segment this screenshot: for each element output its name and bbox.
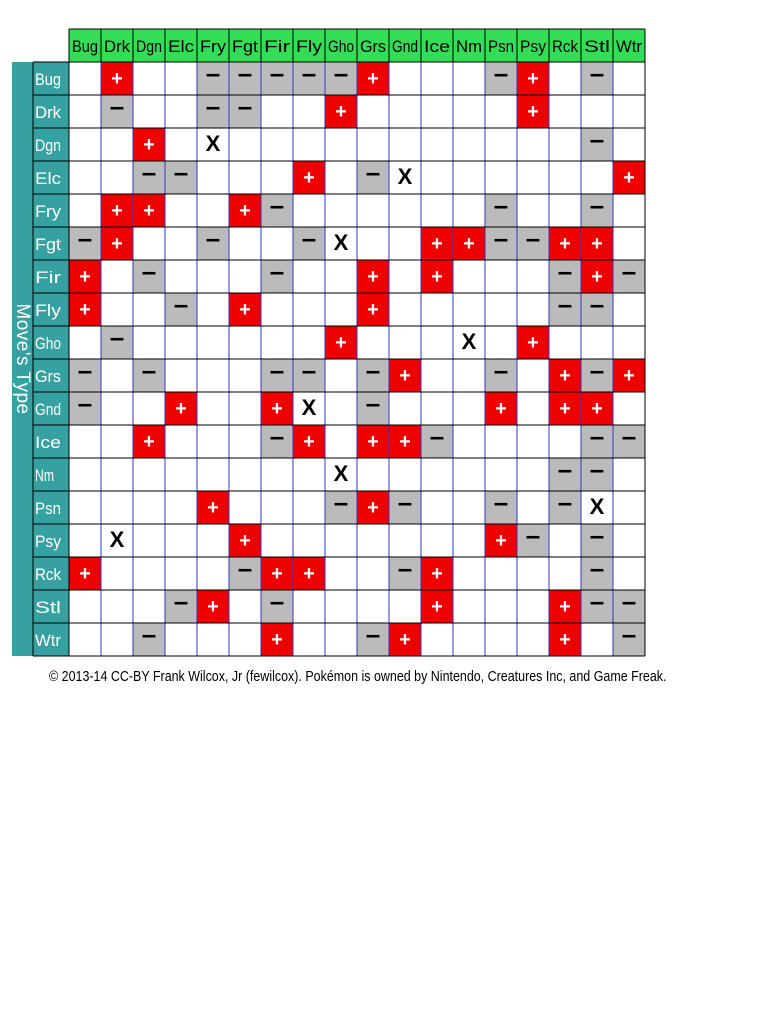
- cell-mark-fry-psn: –: [493, 190, 509, 220]
- cell-mark-stl-ice: +: [431, 596, 443, 618]
- cell-mark-rck-fly: +: [303, 563, 315, 585]
- moves-type-axis-label: Move's Type: [12, 303, 33, 415]
- cell-mark-rck-gnd: –: [397, 553, 413, 583]
- cell-mark-fgt-rck: +: [559, 233, 571, 255]
- cell-mark-gnd-grs: –: [365, 388, 381, 418]
- cell-mark-fgt-psy: –: [525, 223, 541, 253]
- cell-mark-gnd-stl: +: [591, 398, 603, 420]
- cell-mark-gnd-fly: X: [301, 395, 317, 420]
- cell-mark-psn-rck: –: [557, 487, 573, 517]
- cell-mark-rck-fir: +: [271, 563, 283, 585]
- cell-mark-bug-stl: –: [589, 58, 605, 88]
- cell-mark-fly-grs: +: [367, 299, 379, 321]
- cell-mark-wtr-dgn: –: [141, 619, 157, 649]
- column-header-psy: Psy: [520, 37, 547, 56]
- cell-mark-grs-psn: –: [493, 355, 509, 385]
- cell-mark-fgt-fry: –: [205, 223, 221, 253]
- column-header-rck: Rck: [552, 37, 579, 56]
- cell-mark-fgt-drk: +: [111, 233, 123, 255]
- column-header-fir: Fir: [264, 37, 291, 56]
- row-header-rck: Rck: [35, 565, 62, 584]
- cell-mark-bug-fry: –: [205, 58, 221, 88]
- cell-mark-stl-stl: –: [589, 586, 605, 616]
- cell-mark-nm-stl: –: [589, 454, 605, 484]
- cell-mark-elc-fly: +: [303, 167, 315, 189]
- cell-mark-gnd-psn: +: [495, 398, 507, 420]
- cell-mark-ice-dgn: +: [143, 431, 155, 453]
- cell-mark-ice-stl: –: [589, 421, 605, 451]
- cell-mark-elc-elc: –: [173, 157, 189, 187]
- cell-mark-drk-drk: –: [109, 91, 125, 121]
- cell-mark-bug-fgt: –: [237, 58, 253, 88]
- cell-mark-stl-elc: –: [173, 586, 189, 616]
- cell-mark-psy-stl: –: [589, 520, 605, 550]
- cell-mark-wtr-fir: +: [271, 629, 283, 651]
- cell-mark-elc-grs: –: [365, 157, 381, 187]
- cell-mark-ice-ice: –: [429, 421, 445, 451]
- cell-mark-bug-psy: +: [527, 68, 539, 90]
- row-header-psy: Psy: [35, 532, 62, 551]
- cell-mark-gho-psy: +: [527, 332, 539, 354]
- row-header-gho: Gho: [35, 334, 61, 353]
- cell-mark-psn-grs: +: [367, 497, 379, 519]
- cell-mark-fir-wtr: –: [621, 256, 637, 286]
- cell-mark-grs-dgn: –: [141, 355, 157, 385]
- cell-mark-psy-psy: –: [525, 520, 541, 550]
- cell-mark-wtr-gnd: +: [399, 629, 411, 651]
- cell-mark-gho-drk: –: [109, 322, 125, 352]
- cell-mark-elc-gnd: X: [397, 164, 413, 189]
- cell-mark-bug-psn: –: [493, 58, 509, 88]
- cell-mark-grs-grs: –: [365, 355, 381, 385]
- cell-mark-fir-rck: –: [557, 256, 573, 286]
- column-header-nm: Nm: [456, 37, 482, 56]
- cell-mark-fgt-psn: –: [493, 223, 509, 253]
- cell-mark-fly-fgt: +: [239, 299, 251, 321]
- row-header-bug: Bug: [35, 70, 61, 89]
- cell-mark-fgt-ice: +: [431, 233, 443, 255]
- cell-mark-fry-stl: –: [589, 190, 605, 220]
- cell-mark-gho-gho: +: [335, 332, 347, 354]
- cell-mark-fir-bug: +: [79, 266, 91, 288]
- cell-mark-fgt-nm: +: [463, 233, 475, 255]
- cell-mark-grs-gnd: +: [399, 365, 411, 387]
- column-header-ice: Ice: [424, 37, 450, 56]
- cell-mark-fry-fgt: +: [239, 200, 251, 222]
- copyright-footer: © 2013-14 CC-BY Frank Wilcox, Jr (fewilcox). Pokémon is owned by Nintendo, Creatures Inc, and Game Freak.: [49, 669, 667, 685]
- cell-mark-rck-bug: +: [79, 563, 91, 585]
- cell-mark-stl-wtr: –: [621, 586, 637, 616]
- cell-mark-wtr-wtr: –: [621, 619, 637, 649]
- column-header-wtr: Wtr: [616, 37, 643, 56]
- cell-mark-rck-stl: –: [589, 553, 605, 583]
- cell-mark-psn-psn: –: [493, 487, 509, 517]
- column-header-stl: Stl: [584, 37, 610, 56]
- row-header-fly: Fly: [35, 301, 62, 320]
- cell-mark-elc-dgn: –: [141, 157, 157, 187]
- cell-mark-grs-wtr: +: [623, 365, 635, 387]
- row-header-grs: Grs: [35, 367, 61, 386]
- cell-mark-drk-fgt: –: [237, 91, 253, 121]
- cell-mark-ice-fly: +: [303, 431, 315, 453]
- column-header-gho: Gho: [328, 37, 354, 56]
- cell-mark-fly-elc: –: [173, 289, 189, 319]
- row-header-dgn: Dgn: [35, 136, 61, 155]
- cell-mark-psn-fry: +: [207, 497, 219, 519]
- column-header-dgn: Dgn: [136, 37, 162, 56]
- row-header-nm: Nm: [35, 466, 54, 485]
- cell-mark-fry-dgn: +: [143, 200, 155, 222]
- cell-mark-stl-fry: +: [207, 596, 219, 618]
- row-header-psn: Psn: [35, 499, 61, 518]
- cell-mark-dgn-fry: X: [205, 131, 221, 156]
- cell-mark-stl-fir: –: [269, 586, 285, 616]
- cell-mark-grs-stl: –: [589, 355, 605, 385]
- cell-mark-bug-fir: –: [269, 58, 285, 88]
- row-header-fir: Fir: [35, 268, 62, 287]
- column-header-fly: Fly: [296, 37, 323, 56]
- row-header-drk: Drk: [35, 103, 62, 122]
- cell-mark-fly-stl: –: [589, 289, 605, 319]
- cell-mark-psy-fgt: +: [239, 530, 251, 552]
- cell-mark-rck-fgt: –: [237, 553, 253, 583]
- cell-mark-fgt-stl: +: [591, 233, 603, 255]
- cell-mark-gnd-fir: +: [271, 398, 283, 420]
- cell-mark-nm-gho: X: [333, 461, 349, 486]
- cell-mark-gnd-bug: –: [77, 388, 93, 418]
- cell-mark-psy-psn: +: [495, 530, 507, 552]
- cell-mark-stl-rck: +: [559, 596, 571, 618]
- column-header-grs: Grs: [360, 37, 386, 56]
- column-header-fry: Fry: [200, 37, 227, 56]
- cell-mark-fgt-bug: –: [77, 223, 93, 253]
- column-header-gnd: Gnd: [392, 37, 418, 56]
- cell-mark-fry-drk: +: [111, 200, 123, 222]
- cell-mark-bug-gho: –: [333, 58, 349, 88]
- cell-mark-grs-fly: –: [301, 355, 317, 385]
- row-header-stl: Stl: [35, 598, 61, 617]
- column-header-bug: Bug: [72, 37, 98, 56]
- cell-mark-fir-stl: +: [591, 266, 603, 288]
- cell-mark-wtr-rck: +: [559, 629, 571, 651]
- cell-mark-ice-wtr: –: [621, 421, 637, 451]
- cell-mark-fir-dgn: –: [141, 256, 157, 286]
- cell-mark-grs-rck: +: [559, 365, 571, 387]
- row-header-fry: Fry: [35, 202, 62, 221]
- cell-mark-fir-ice: +: [431, 266, 443, 288]
- column-header-elc: Elc: [168, 37, 195, 56]
- cell-mark-wtr-grs: –: [365, 619, 381, 649]
- cell-mark-psn-gnd: –: [397, 487, 413, 517]
- cell-mark-bug-drk: +: [111, 68, 123, 90]
- cell-mark-grs-bug: –: [77, 355, 93, 385]
- cell-mark-fir-fir: –: [269, 256, 285, 286]
- cell-mark-fly-rck: –: [557, 289, 573, 319]
- cell-mark-drk-gho: +: [335, 101, 347, 123]
- cell-mark-drk-fry: –: [205, 91, 221, 121]
- cell-mark-fry-fir: –: [269, 190, 285, 220]
- cell-mark-psy-drk: X: [109, 527, 125, 552]
- row-header-wtr: Wtr: [35, 631, 62, 650]
- row-header-fgt: Fgt: [35, 235, 62, 254]
- row-header-gnd: Gnd: [35, 400, 61, 419]
- cell-mark-elc-wtr: +: [623, 167, 635, 189]
- cell-mark-dgn-dgn: +: [143, 134, 155, 156]
- cell-mark-nm-rck: –: [557, 454, 573, 484]
- cell-mark-bug-fly: –: [301, 58, 317, 88]
- column-header-drk: Drk: [104, 37, 131, 56]
- cell-mark-bug-grs: +: [367, 68, 379, 90]
- cell-mark-dgn-stl: –: [589, 124, 605, 154]
- column-header-psn: Psn: [488, 37, 514, 56]
- cell-mark-grs-fir: –: [269, 355, 285, 385]
- row-header-ice: Ice: [35, 433, 61, 452]
- cell-mark-psn-gho: –: [333, 487, 349, 517]
- column-header-fgt: Fgt: [232, 37, 259, 56]
- cell-mark-ice-gnd: +: [399, 431, 411, 453]
- cell-mark-ice-fir: –: [269, 421, 285, 451]
- cell-mark-gho-nm: X: [461, 329, 477, 354]
- row-header-elc: Elc: [35, 169, 62, 188]
- cell-mark-fly-bug: +: [79, 299, 91, 321]
- cell-mark-fir-grs: +: [367, 266, 379, 288]
- cell-mark-drk-psy: +: [527, 101, 539, 123]
- cell-mark-ice-grs: +: [367, 431, 379, 453]
- cell-mark-gnd-elc: +: [175, 398, 187, 420]
- cell-mark-rck-ice: +: [431, 563, 443, 585]
- cell-mark-fgt-fly: –: [301, 223, 317, 253]
- cell-mark-fgt-gho: X: [333, 230, 349, 255]
- cell-mark-psn-stl: X: [589, 494, 605, 519]
- cell-mark-gnd-rck: +: [559, 398, 571, 420]
